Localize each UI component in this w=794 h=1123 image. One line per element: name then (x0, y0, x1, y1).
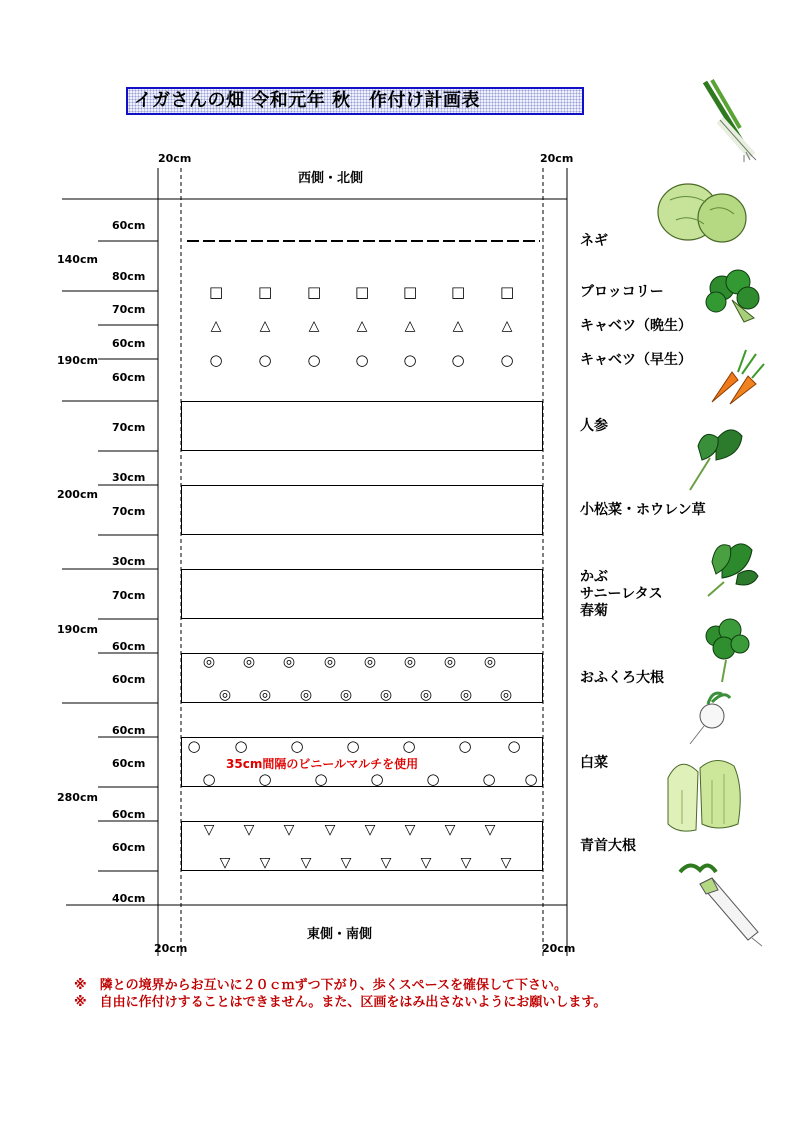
broccoli-plant-mark: □ (258, 283, 273, 301)
margin-top-left: 20cm (158, 152, 192, 165)
side-label-bottom: 東側・南側 (307, 927, 373, 942)
ofukuro-daikon-mark: ◎ (202, 654, 216, 670)
aokubi-daikon-mark: ▽ (500, 855, 512, 871)
veg-label-ofukuro-daikon: おふくろ大根 (580, 670, 664, 686)
broccoli-plant-mark: □ (451, 283, 466, 301)
margin-bottom-left: 20cm (154, 942, 188, 955)
broccoli-plant-mark: □ (403, 283, 418, 301)
row-size: 60cm (112, 673, 146, 686)
row-size: 60cm (112, 640, 146, 653)
ofukuro-daikon-mark: ◎ (242, 654, 256, 670)
ofukuro-daikon-mark: ◎ (499, 687, 513, 703)
row-size: 60cm (112, 841, 146, 854)
ofukuro-daikon-mark: ◎ (443, 654, 457, 670)
aokubi-daikon-mark: ▽ (444, 822, 456, 838)
aokubi-daikon-mark: ▽ (259, 855, 271, 871)
group-size: 200cm (57, 488, 98, 501)
cabbage-early-plant-mark: ○ (355, 351, 369, 369)
aokubi-daikon-mark: ▽ (300, 855, 312, 871)
row-size: 60cm (112, 219, 146, 232)
cabbage-early-plant-mark: ○ (403, 351, 417, 369)
aokubi-daikon-mark: ▽ (203, 822, 215, 838)
hakusai-plant-mark: ○ (507, 737, 521, 755)
cabbage-late-plant-mark: △ (308, 318, 320, 334)
cabbage-late-plant-mark: △ (452, 318, 464, 334)
veg-label-broccoli: ブロッコリー (580, 284, 664, 300)
cabbage-late-plant-mark: △ (501, 318, 513, 334)
row-size: 30cm (112, 471, 146, 484)
ofukuro-daikon-mark: ◎ (379, 687, 393, 703)
row-size: 30cm (112, 555, 146, 568)
bed-komatsuna (181, 485, 543, 535)
row-size: 60cm (112, 724, 146, 737)
aokubi-daikon-mark: ▽ (364, 822, 376, 838)
row-size: 70cm (112, 303, 146, 316)
group-size: 280cm (57, 791, 98, 804)
margin-top-right: 20cm (540, 152, 574, 165)
aokubi-daikon-mark: ▽ (324, 822, 336, 838)
cabbage-early-plant-mark: ○ (209, 351, 223, 369)
ofukuro-daikon-mark: ◎ (459, 687, 473, 703)
row-size: 60cm (112, 808, 146, 821)
veg-label-negi: ネギ (580, 233, 608, 249)
hakusai-plant-mark: ○ (458, 737, 472, 755)
bed-carrot (181, 401, 543, 451)
side-label-top: 西側・北側 (298, 171, 364, 186)
row-size: 40cm (112, 892, 146, 905)
veg-label-cabbage-late: キャベツ（晩生） (580, 318, 692, 334)
aokubi-daikon-mark: ▽ (243, 822, 255, 838)
ofukuro-daikon-mark: ◎ (258, 687, 272, 703)
cabbage-early-plant-mark: ○ (258, 351, 272, 369)
aokubi-daikon-mark: ▽ (219, 855, 231, 871)
cabbage-late-plant-mark: △ (404, 318, 416, 334)
veg-label-hakusai: 白菜 (580, 755, 608, 771)
group-size: 190cm (57, 354, 98, 367)
mulch-label: 35cm間隔のビニールマルチを使用 (226, 757, 419, 771)
cabbage-early-plant-mark: ○ (451, 351, 465, 369)
row-size: 60cm (112, 757, 146, 770)
hakusai-plant-mark: ○ (290, 737, 304, 755)
note-line: ※ 隣との境界からお互いに２０ｃｍずつ下がり、歩くスペースを確保して下さい。 (74, 978, 567, 993)
group-size: 140cm (57, 253, 98, 266)
aokubi-daikon-mark: ▽ (380, 855, 392, 871)
margin-bottom-right: 20cm (542, 942, 576, 955)
hakusai-plant-mark: ○ (524, 770, 538, 788)
hakusai-plant-mark: ○ (202, 770, 216, 788)
cabbage-early-plant-mark: ○ (307, 351, 321, 369)
broccoli-plant-mark: □ (355, 283, 370, 301)
veg-label-carrot: 人参 (580, 418, 608, 434)
group-size: 190cm (57, 623, 98, 636)
ofukuro-daikon-mark: ◎ (339, 687, 353, 703)
aokubi-daikon-mark: ▽ (484, 822, 496, 838)
broccoli-plant-mark: □ (500, 283, 515, 301)
ofukuro-daikon-mark: ◎ (218, 687, 232, 703)
row-size: 70cm (112, 589, 146, 602)
broccoli-plant-mark: □ (209, 283, 224, 301)
aokubi-daikon-mark: ▽ (404, 822, 416, 838)
veg-label-kabu: かぶ (580, 569, 608, 585)
cabbage-late-plant-mark: △ (210, 318, 222, 334)
page-title: イガさんの畑 令和元年 秋 作付け計画表 (126, 87, 584, 115)
hakusai-plant-mark: ○ (482, 770, 496, 788)
ofukuro-daikon-mark: ◎ (323, 654, 337, 670)
hakusai-plant-mark: ○ (370, 770, 384, 788)
ofukuro-daikon-mark: ◎ (483, 654, 497, 670)
cabbage-late-plant-mark: △ (356, 318, 368, 334)
hakusai-plant-mark: ○ (187, 737, 201, 755)
ofukuro-daikon-mark: ◎ (282, 654, 296, 670)
ofukuro-daikon-mark: ◎ (419, 687, 433, 703)
hakusai-plant-mark: ○ (426, 770, 440, 788)
veg-label-aokubi-daikon: 青首大根 (580, 838, 636, 854)
aokubi-daikon-mark: ▽ (283, 822, 295, 838)
hakusai-plant-mark: ○ (234, 737, 248, 755)
veg-label-shungiku: 春菊 (580, 603, 608, 619)
aokubi-daikon-mark: ▽ (340, 855, 352, 871)
hakusai-plant-mark: ○ (402, 737, 416, 755)
hakusai-plant-mark: ○ (346, 737, 360, 755)
cabbage-early-plant-mark: ○ (500, 351, 514, 369)
broccoli-plant-mark: □ (307, 283, 322, 301)
row-size: 60cm (112, 337, 146, 350)
row-size: 60cm (112, 371, 146, 384)
hakusai-plant-mark: ○ (314, 770, 328, 788)
veg-label-komatsuna: 小松菜・ホウレン草 (580, 502, 706, 518)
veg-label-sunny-lettuce: サニーレタス (580, 586, 663, 602)
hakusai-plant-mark: ○ (258, 770, 272, 788)
veg-label-cabbage-early: キャベツ（早生） (580, 352, 692, 368)
ofukuro-daikon-mark: ◎ (363, 654, 377, 670)
ofukuro-daikon-mark: ◎ (403, 654, 417, 670)
row-size: 80cm (112, 270, 146, 283)
row-size: 70cm (112, 505, 146, 518)
aokubi-daikon-mark: ▽ (420, 855, 432, 871)
bed-kabu (181, 569, 543, 619)
note-line: ※ 自由に作付けすることはできません。また、区画をはみ出さないようにお願いします。 (74, 995, 607, 1010)
cabbage-late-plant-mark: △ (259, 318, 271, 334)
aokubi-daikon-mark: ▽ (460, 855, 472, 871)
ofukuro-daikon-mark: ◎ (299, 687, 313, 703)
row-size: 70cm (112, 421, 146, 434)
